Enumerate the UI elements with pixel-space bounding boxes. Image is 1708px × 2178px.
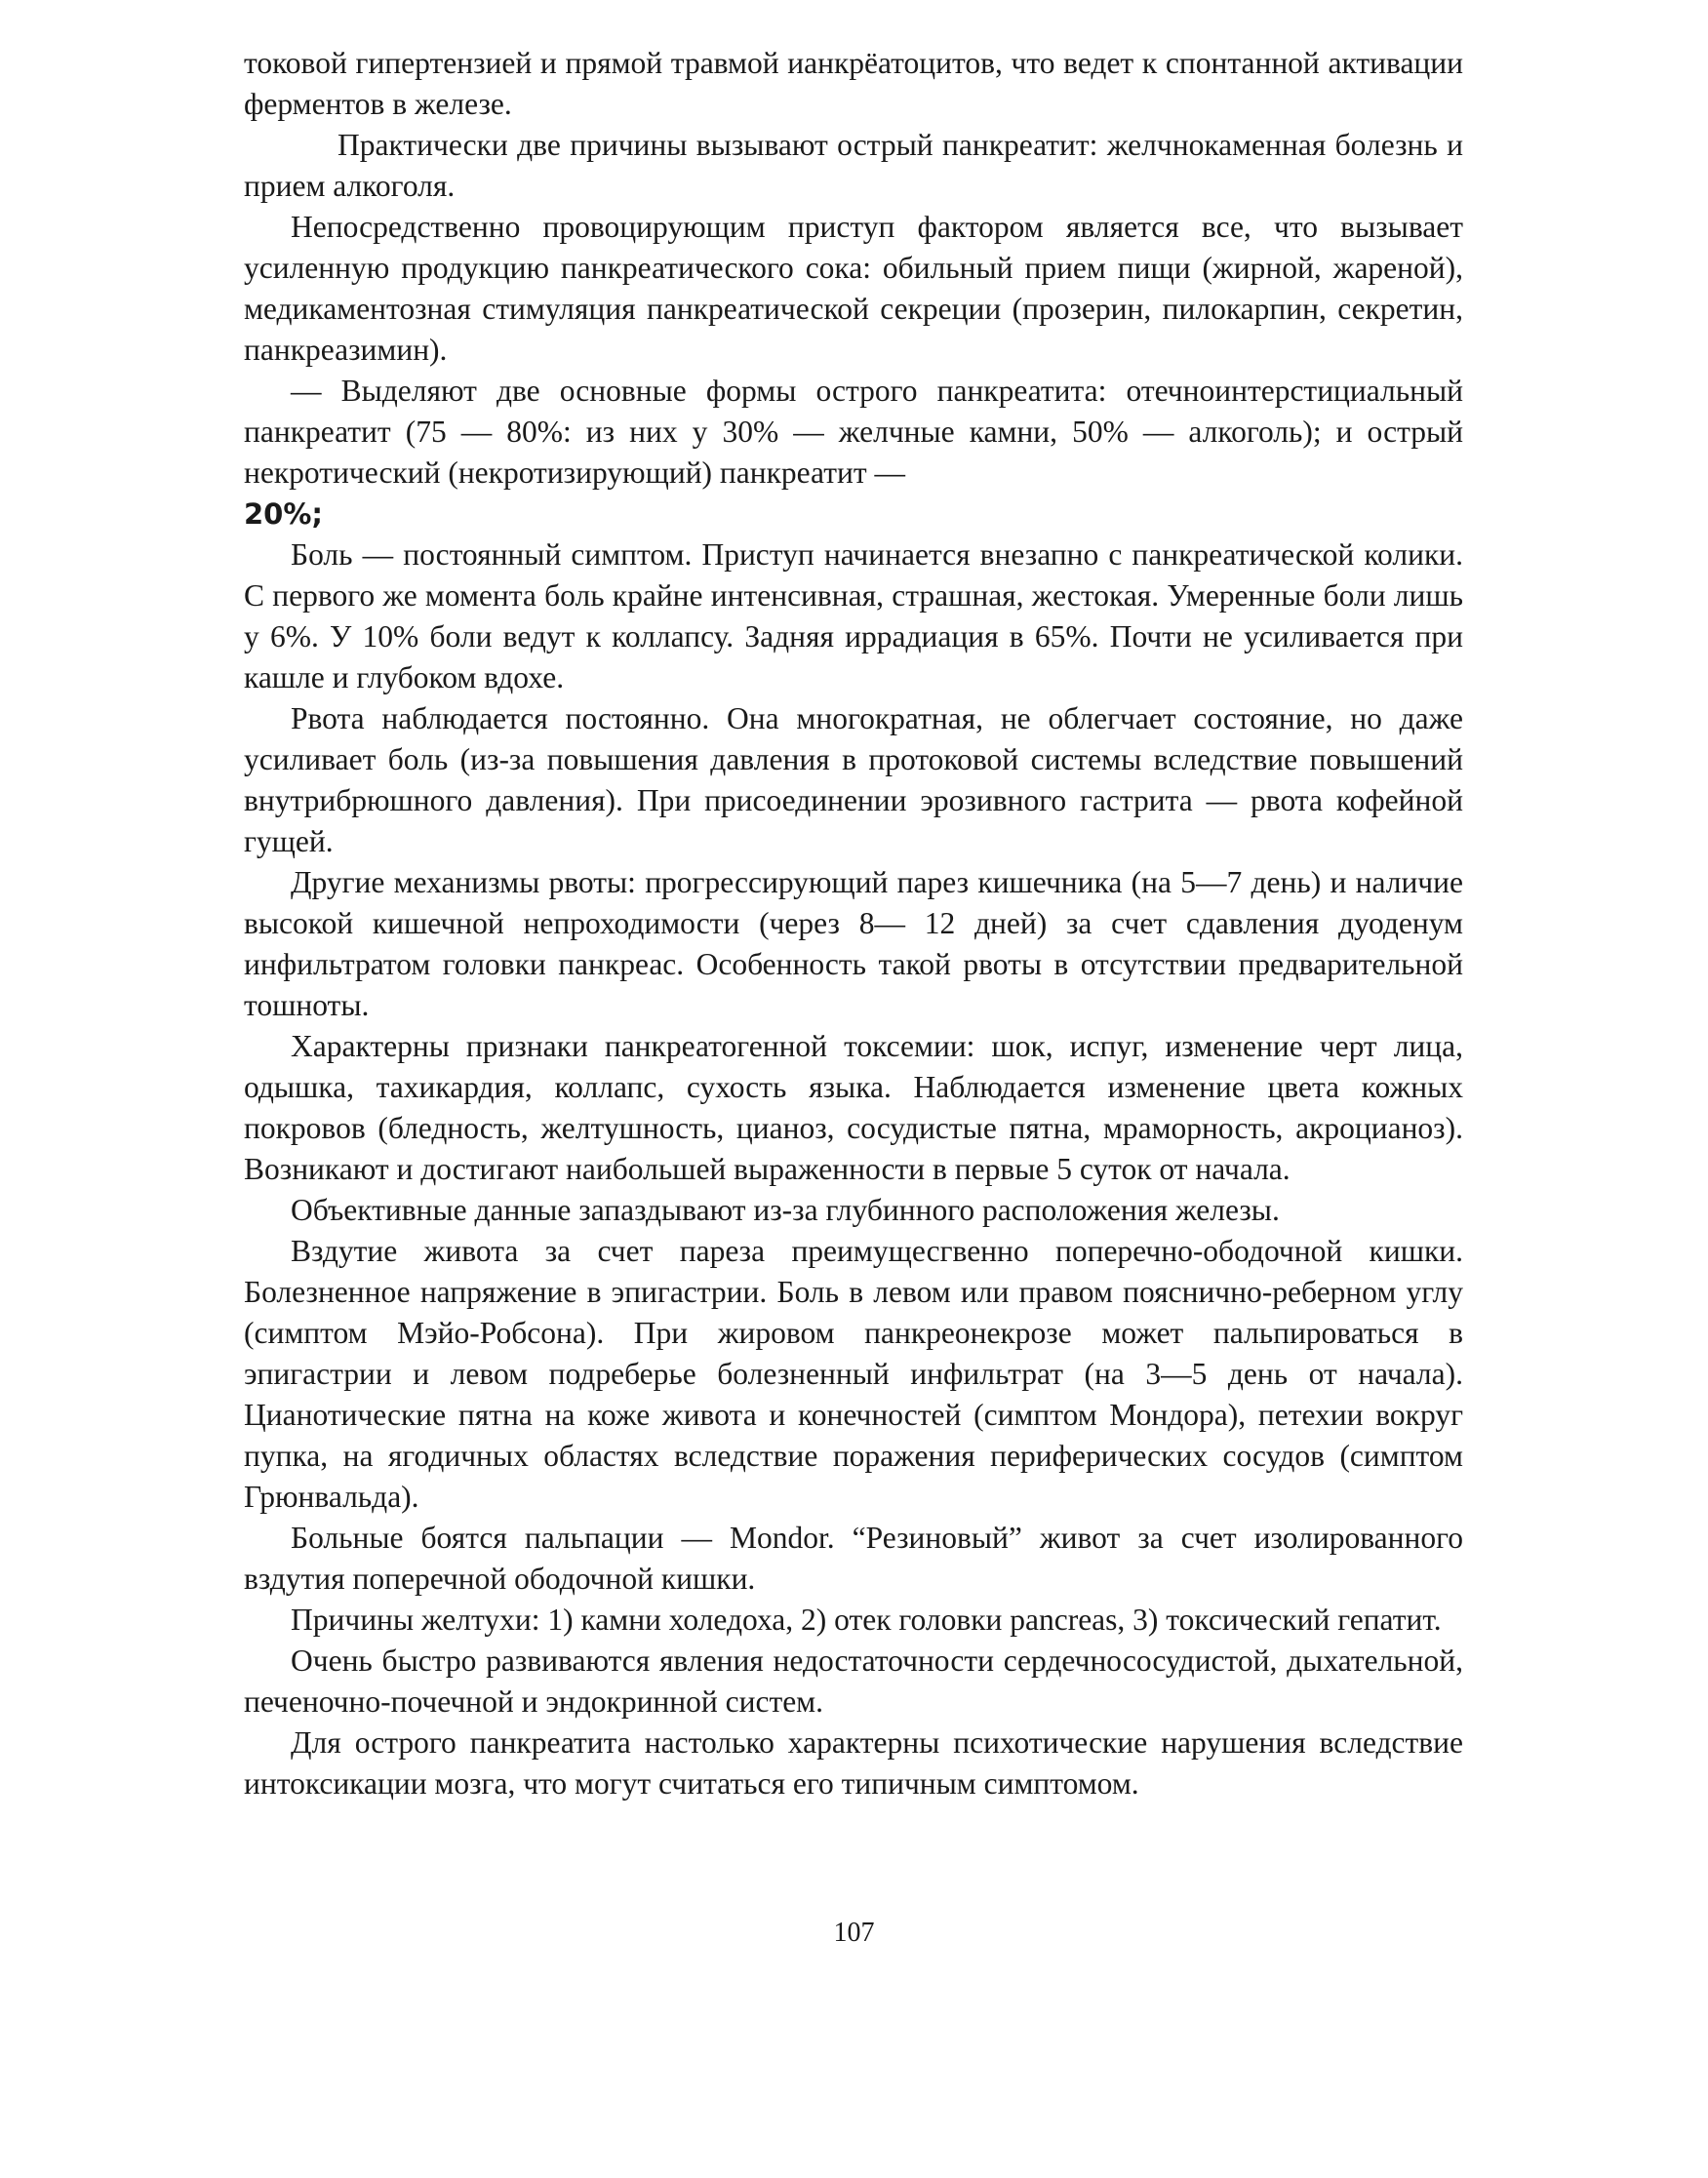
paragraph-14: Для острого панкреатита настолько характерны психотические нарушения вследствие интоксикации мозга, что могут считаться его типичным симптомом.	[244, 1725, 1463, 1801]
paragraph-6: Рвота наблюдается постоянно. Она многократная, не облегчает состояние, но даже усиливает боль (из-за повышения давления в протоковой системы вследствие повышений внутрибрюшного давления). При присоединении эрозивного гастрита — рвота кофейной гущей.	[244, 701, 1463, 858]
paragraph-12: Причины желтухи: 1) камни холедоха, 2) отек головки pancreas, 3) токсический гепатит.	[291, 1603, 1442, 1637]
paragraph-4	[244, 371, 1463, 535]
paragraph-4-bold-tail: 20%;	[244, 497, 324, 531]
paragraph-3: Непосредственно провоцирующим приступ фактором является все, что вызывает усиленную продукцию панкреатического сока: обильный прием пищи (жирной, жареной), медикаментозная стимуляция панкреатической секреции (прозерин, пилокарпин, секретин, панкреазимин).	[244, 210, 1463, 367]
page-number: 107	[833, 1918, 875, 1948]
paragraph-13: Очень быстро развиваются явления недостаточности сердечнососудистой, дыхательной, печеночно-почечной и эндокринной систем.	[244, 1643, 1463, 1719]
paragraph-11: Больные боятся пальпации — Mondor. “Резиновый” живот за счет изолированного вздутия поперечной ободочной кишки.	[244, 1521, 1463, 1596]
paragraph-5: Боль — постоянный симптом. Приступ начинается внезапно с панкреатической колики. С первого же момента боль крайне интенсивная, страшная, жестокая. Умеренные боли лишь у 6%. У 10% боли ведут к коллапсу. Задняя иррадиация в 65%. Почти не усиливается при кашле и глубоком вдохе.	[244, 537, 1463, 694]
paragraph-9: Объективные данные запаздывают из-за глубинного расположения железы.	[291, 1193, 1280, 1227]
paragraph-2: Практически две причины вызывают острый панкреатит: желчнокаменная болезнь и прием алкоголя.	[244, 128, 1463, 203]
paragraph-4-text: — Выделяют две основные формы острого панкреатита: отечноинтерстициальный панкреатит (75 — 80%: из них у 30% — желчные камни, 50% — алкоголь); и острый некротический (некротизирующий) панкреатит —	[244, 374, 1463, 490]
page-body	[244, 43, 1463, 1804]
paragraph-8: Характерны признаки панкреатогенной токсемии: шок, испуг, изменение черт лица, одышка, тахикардия, коллапс, сухость языка. Наблюдается изменение цвета кожных покровов (бледность, желтушность, цианоз, сосудистые пятна, мраморность, акроцианоз). Возникают и достигают наибольшей выраженности в первые 5 суток от начала.	[244, 1029, 1463, 1186]
paragraph-7: Другие механизмы рвоты: прогрессирующий парез кишечника (на 5—7 день) и наличие высокой кишечной непроходимости (через 8— 12 дней) за счет сдавления дуоденум инфильтратом головки панкреас. Особенность такой рвоты в отсутствии предварительной тошноты.	[244, 865, 1463, 1022]
paragraph-10: Вздутие живота за счет пареза преимущесгвенно поперечно-ободочной кишки. Болезненное напряжение в эпигастрии. Боль в левом или правом пояснично-реберном углу (симптом Мэйо-Робсона). При жировом панкреонекрозе может пальпироваться в эпигастрии и левом подреберье болезненный инфильтрат (на 3—5 день от начала). Цианотические пятна на коже живота и конечностей (симптом Мондора), петехии вокруг пупка, на ягодичных областях вследствие поражения периферических сосудов (симптом Грюнвальда).	[244, 1234, 1463, 1514]
paragraph-1: токовой гипертензией и прямой травмой ианкрёатоцитов, что ведет к спонтанной активации ферментов в железе.	[244, 46, 1463, 121]
